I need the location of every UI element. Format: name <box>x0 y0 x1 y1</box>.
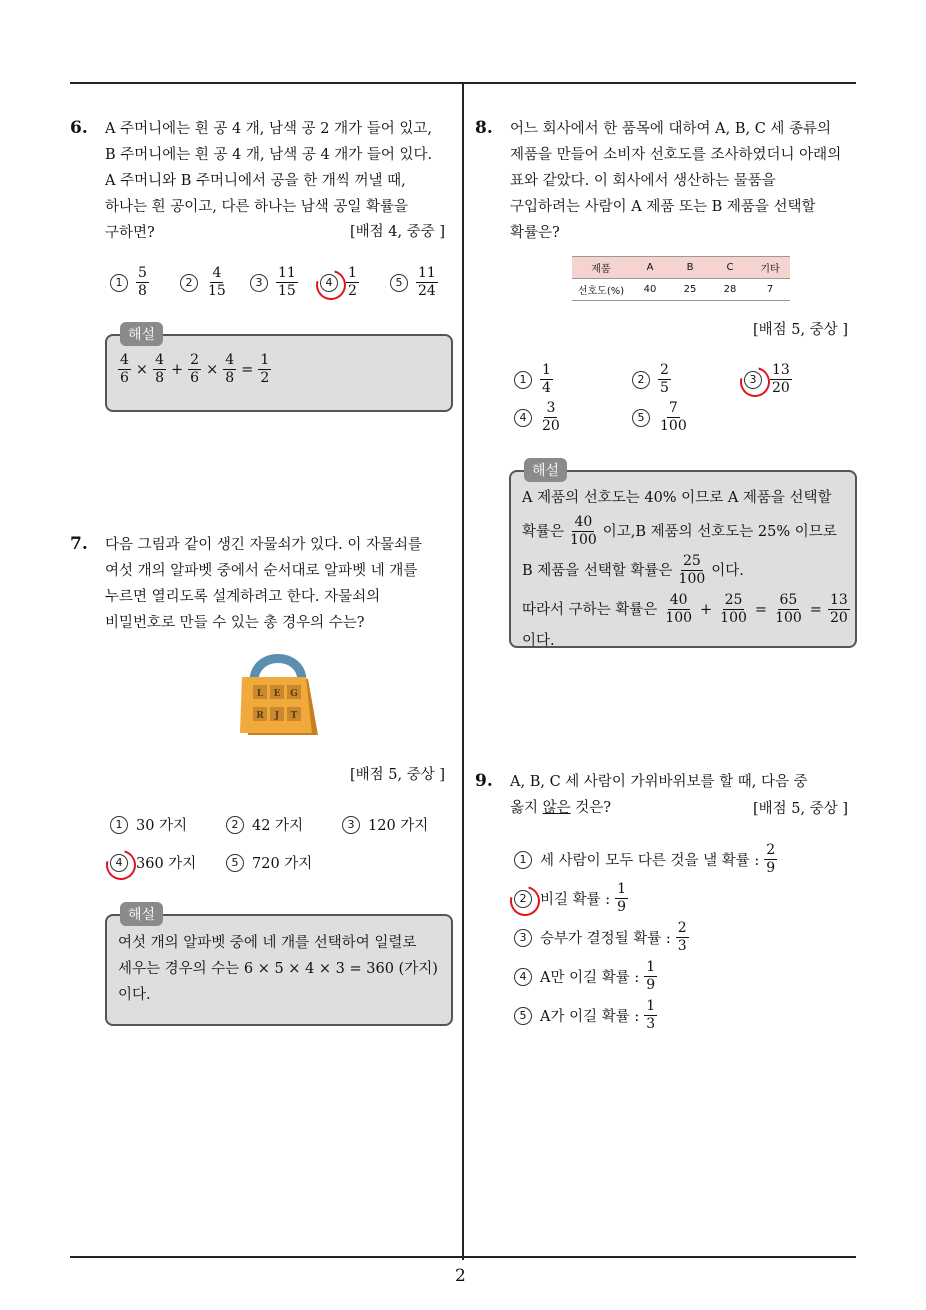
choice-fraction: $\frac{5}{8}$ <box>138 265 147 299</box>
choice-fraction: $\frac{2}{5}$ <box>660 362 669 396</box>
q8-choice-5[interactable] <box>632 400 689 435</box>
q9-choice-5[interactable]: 5 A가 이길 확률 : $\frac{1}{3}$ <box>514 998 657 1033</box>
q7-choice-3[interactable]: 3 120 가지 <box>342 814 428 835</box>
page-number: 2 <box>455 1266 466 1286</box>
q6-choice-4[interactable] <box>320 265 359 300</box>
choice-fraction: $\frac{1}{3}$ <box>646 998 656 1032</box>
choice-fraction: $\frac{1}{9}$ <box>646 959 656 993</box>
question-9-text: A, B, C 세 사람이 가위바위보를 할 때, 다음 중 옳지 않은 것은? <box>510 774 808 816</box>
q8-solution-text: A 제품의 선호도는 40% 이므로 A 제품을 선택할 확률은 $\frac{40}{100}$ 이고,B 제품의 선호도는 25% 이므로 B 제품을 선택할 확률은 $\frac{25}{100}$ 이다. 따라서 구하는 확률은 $\frac{40}{100}$ + $\frac{25}{100}$ = $\frac{65}{100}$ = $\frac{13}{20}$ 이다. <box>522 490 848 649</box>
choice-fraction: $\frac{1}{2}$ <box>348 265 357 299</box>
choice-fraction: $\frac{11}{15}$ <box>278 265 296 299</box>
choice-mark: 3 <box>250 274 268 292</box>
bottom-rule <box>70 1256 856 1258</box>
question-8-meta: [배점 5, 중상 ] <box>753 322 849 338</box>
lock-key: T <box>290 711 298 721</box>
preference-table: 제품 A B C 기타 선호도(%) 40 25 28 7 <box>572 256 790 301</box>
column-divider <box>462 82 464 1260</box>
q6-choice-2[interactable] <box>180 265 228 300</box>
choice-fraction: $\frac{2}{3}$ <box>677 920 687 954</box>
choice-mark: 3 <box>514 929 532 947</box>
choice-fraction: $\frac{13}{20}$ <box>772 362 790 396</box>
q7-choice-1[interactable]: 1 30 가지 <box>110 814 187 835</box>
q9-choice-3[interactable]: 3 승부가 결정될 확률 : $\frac{2}{3}$ <box>514 920 689 955</box>
choice-mark: 4 <box>514 968 532 986</box>
choice-mark: 5 <box>632 409 650 427</box>
q8-choice-2[interactable] <box>632 362 671 397</box>
question-9-number: 9. <box>475 771 493 791</box>
choice-mark: 3 <box>342 816 360 834</box>
answer-circle-mark: 4 <box>110 854 128 872</box>
lock-key: E <box>273 689 281 699</box>
q6-choice-5[interactable] <box>390 265 438 300</box>
choice-mark: 2 <box>632 371 650 389</box>
q7-solution-text: 여섯 개의 알파벳 중에 네 개를 선택하여 일렬로 세우는 경우의 수는 6 × 5 × 4 × 3 = 360 (가지) 이다. <box>118 935 438 1003</box>
choice-mark: 5 <box>390 274 408 292</box>
question-6-number: 6. <box>70 118 88 138</box>
q6-choice-1[interactable] <box>110 265 149 300</box>
choice-fraction: $\frac{7}{100}$ <box>660 400 687 434</box>
choice-fraction: $\frac{2}{9}$ <box>766 842 776 876</box>
q8-choice-3[interactable] <box>744 362 792 397</box>
lock-key: R <box>256 711 264 721</box>
q8-choice-1[interactable] <box>514 362 553 397</box>
q6-solution-equation: $\frac{4}{6}$ × $\frac{4}{8}$ + $\frac{2}{6}$ × $\frac{4}{8}$ = $\frac{1}{2}$ <box>120 352 270 386</box>
question-8-number: 8. <box>475 118 493 138</box>
choice-fraction: $\frac{4}{15}$ <box>208 265 226 299</box>
question-6-text: A 주머니에는 흰 공 4 개, 남색 공 2 개가 들어 있고, B 주머니에는 흰 공 4 개, 남색 공 4 개가 들어 있다. A 주머니와 B 주머니에서 공을 한 개씩 꺼낼 때, 하나는 흰 공이고, 다른 하나는 남색 공일 확률을 구하면? <box>105 121 433 241</box>
choice-mark: 4 <box>514 409 532 427</box>
choice-mark: 1 <box>514 851 532 869</box>
choice-mark: 1 <box>110 816 128 834</box>
choice-mark: 2 <box>180 274 198 292</box>
q8-solution-tag: 해설 <box>524 458 567 482</box>
choice-fraction: $\frac{11}{24}$ <box>418 265 436 299</box>
choice-fraction: $\frac{1}{9}$ <box>617 881 627 915</box>
question-6-meta: [배점 4, 중중 ] <box>350 224 446 240</box>
q8-choice-4[interactable] <box>514 400 562 435</box>
question-7-number: 7. <box>70 534 88 554</box>
answer-circle-mark: 4 <box>320 274 338 292</box>
question-8-text: 어느 회사에서 한 품목에 대하여 A, B, C 세 종류의 제품을 만들어 소비자 선호도를 조사하였더니 아래의 표와 같았다. 이 회사에서 생산하는 물품을 구입하려는 사람이 A 제품 또는 B 제품을 선택할 확률은? <box>510 121 842 241</box>
q7-choice-2[interactable]: 2 42 가지 <box>226 814 303 835</box>
choice-fraction: $\frac{1}{4}$ <box>542 362 551 396</box>
choice-mark: 2 <box>226 816 244 834</box>
choice-fraction: $\frac{3}{20}$ <box>542 400 560 434</box>
choice-mark: 5 <box>514 1007 532 1025</box>
question-9-meta: [배점 5, 중상 ] <box>753 801 849 817</box>
q6-choice-3[interactable] <box>250 265 298 300</box>
q7-solution-tag: 해설 <box>120 902 163 926</box>
question-7-meta: [배점 5, 중상 ] <box>350 767 446 783</box>
choice-mark: 1 <box>514 371 532 389</box>
answer-circle-mark: 2 <box>514 890 532 908</box>
lock-key: G <box>290 689 298 699</box>
q6-solution-tag: 해설 <box>120 322 163 346</box>
lock-key: J <box>274 711 280 721</box>
answer-circle-mark: 3 <box>744 371 762 389</box>
choice-mark: 1 <box>110 274 128 292</box>
lock-key: L <box>256 689 264 699</box>
q9-choice-4[interactable]: 4 A만 이길 확률 : $\frac{1}{9}$ <box>514 959 657 994</box>
q9-choice-2[interactable]: 2 비길 확률 : $\frac{1}{9}$ <box>514 881 628 916</box>
underlined-word: 않은 <box>542 800 571 816</box>
q7-choice-5[interactable]: 5 720 가지 <box>226 852 312 873</box>
q7-choice-4[interactable]: 4 360 가지 <box>110 852 196 873</box>
q9-choice-1[interactable]: 1 세 사람이 모두 다른 것을 낼 확률 : $\frac{2}{9}$ <box>514 842 777 877</box>
question-7-text: 다음 그림과 같이 생긴 자물쇠가 있다. 이 자물쇠를 여섯 개의 알파벳 중에서 순서대로 알파벳 네 개를 누르면 열리도록 설계하려고 한다. 자물쇠의 비밀번호로 만들 수 있는 총 경우의 수는? <box>105 537 423 631</box>
padlock-image <box>236 645 322 737</box>
choice-mark: 5 <box>226 854 244 872</box>
